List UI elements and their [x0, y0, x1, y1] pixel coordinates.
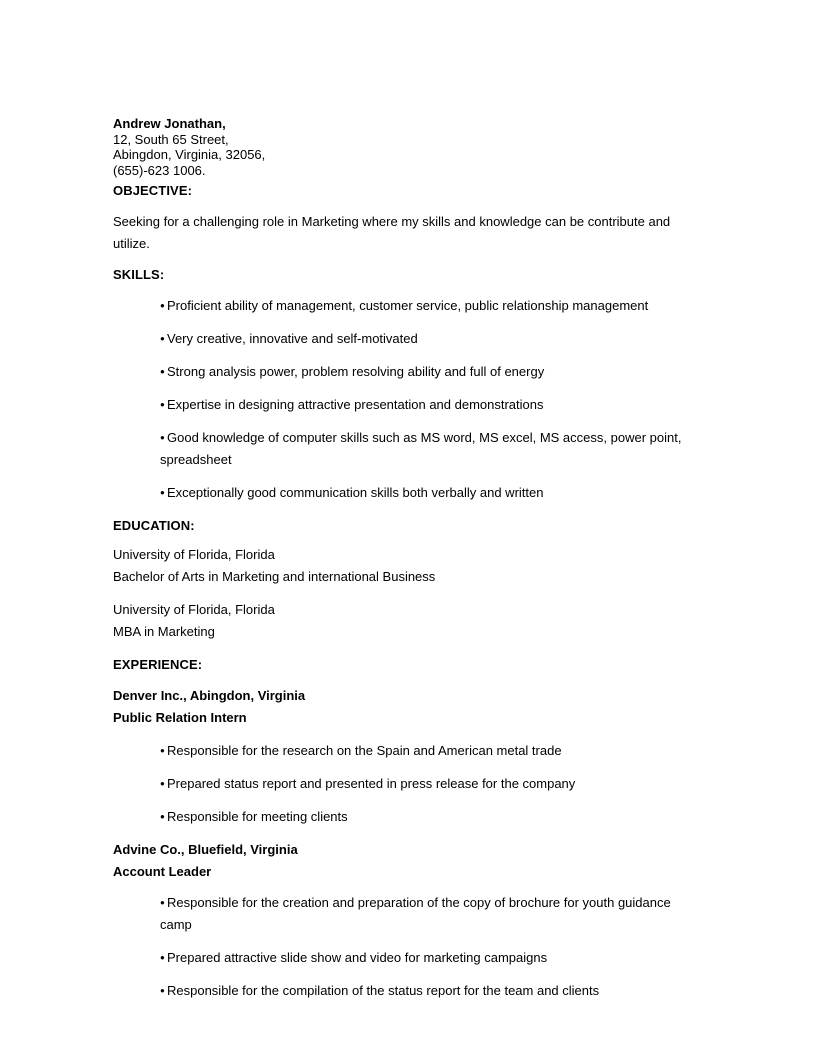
bullet-icon: ● [160, 488, 165, 497]
job-company: Denver Inc., Abingdon, Virginia [113, 688, 306, 703]
job-duty-item: ● Prepared status report and presented in press release for the company [160, 773, 713, 795]
job-entry [113, 685, 713, 828]
bullet-icon: ● [160, 986, 165, 995]
education-school: University of Florida, Florida [113, 602, 275, 617]
bullet-icon: ● [160, 433, 165, 442]
contact-city: Abingdon, Virginia, 32056, [113, 147, 266, 162]
job-title: Public Relation Intern [113, 710, 247, 725]
job-company: Advine Co., Bluefield, Virginia [113, 842, 298, 857]
objective-text: Seeking for a challenging role in Marketing where my skills and knowledge can be contribute and utilize. [113, 214, 671, 251]
skill-item: ● Good knowledge of computer skills such as MS word, MS excel, MS access, power point, spreadsheet [160, 427, 700, 471]
education-degree: Bachelor of Arts in Marketing and international Business [113, 569, 436, 584]
education-entry [113, 599, 713, 643]
skill-item: ● Exceptionally good communication skills both verbally and written [160, 482, 713, 504]
job-title: Account Leader [113, 864, 212, 879]
job-entry [113, 839, 713, 1002]
experience-heading: EXPERIENCE: [113, 657, 203, 672]
education-degree: MBA in Marketing [113, 624, 215, 639]
education-entry [113, 544, 713, 588]
education-heading: EDUCATION: [113, 518, 195, 533]
skills-list [113, 295, 713, 504]
skill-item: ● Proficient ability of management, customer service, public relationship management [160, 295, 713, 317]
contact-phone: (655)-623 1006. [113, 162, 206, 178]
skill-item: ● Very creative, innovative and self-motivated [160, 328, 713, 350]
bullet-icon: ● [160, 812, 165, 821]
job-duty-item: ● Responsible for meeting clients [160, 806, 713, 828]
bullet-icon: ● [160, 779, 165, 788]
job-duty-item: ● Responsible for the creation and preparation of the copy of brochure for youth guidance camp [160, 892, 700, 936]
objective-heading: OBJECTIVE: [113, 183, 193, 198]
bullet-icon: ● [160, 334, 165, 343]
bullet-icon: ● [160, 301, 165, 310]
job-duty-item: ● Prepared attractive slide show and video for marketing campaigns [160, 947, 713, 969]
bullet-icon: ● [160, 953, 165, 962]
bullet-icon: ● [160, 400, 165, 409]
education-school: University of Florida, Florida [113, 547, 275, 562]
bullet-icon: ● [160, 367, 165, 376]
bullet-icon: ● [160, 746, 165, 755]
job-duty-item: ● Responsible for the research on the Spain and American metal trade [160, 740, 713, 762]
skills-heading: SKILLS: [113, 267, 165, 282]
contact-block [113, 116, 713, 178]
job-duty-item: ● Responsible for the compilation of the status report for the team and clients [160, 980, 713, 1002]
skill-item: ● Expertise in designing attractive presentation and demonstrations [160, 394, 713, 416]
skill-item: ● Strong analysis power, problem resolving ability and full of energy [160, 361, 713, 383]
resume-document [113, 116, 713, 1002]
contact-name: Andrew Jonathan, [113, 116, 226, 131]
contact-street: 12, South 65 Street, [113, 131, 229, 147]
bullet-icon: ● [160, 898, 165, 907]
